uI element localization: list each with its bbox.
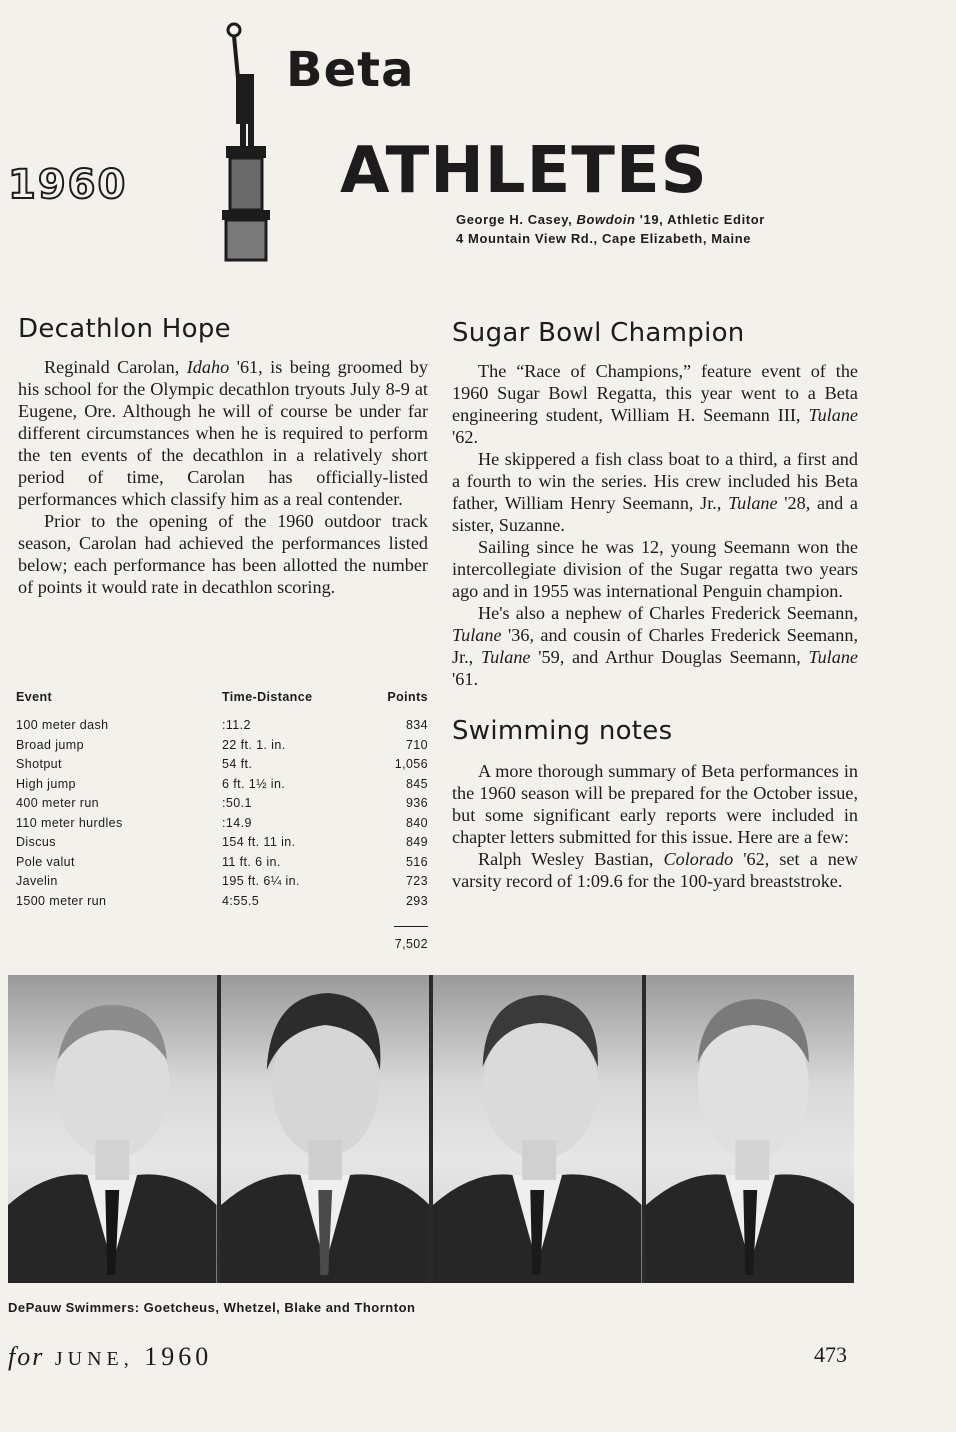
year-emblem: 1960 [8, 162, 128, 208]
table-header: Event Time-Distance Points [16, 690, 428, 704]
swimmer-photo [8, 975, 217, 1283]
sugar-bowl-paragraph-2: He skippered a fish class boat to a third, a first and a fourth to win the series. His crew included his Beta father, William Henry Seemann, Jr., Tulane '28, and a sister, Suzanne. [452, 449, 858, 535]
sugar-bowl-paragraph-4: He's also a nephew of Charles Frederick Seemann, Tulane '36, and cousin of Charles Frederick Seemann, Jr., Tulane '59, and Arthur Douglas Seemann, Tulane '61. [452, 603, 858, 689]
editor-credit: George H. Casey, Bowdoin '19, Athletic Editor 4 Mountain View Rd., Cape Elizabeth, Maine [456, 212, 765, 246]
trophy-icon [218, 18, 274, 263]
swimmer-photos [8, 975, 854, 1283]
swimming-paragraph-1: A more thorough summary of Beta performances in the 1960 season will be prepared for the October issue, but some significant early reports were included in chapter letters submitted for this issue. Here are a few: [452, 761, 858, 847]
right-column [452, 318, 858, 892]
total-divider [394, 926, 428, 927]
table-row: High jump 6 ft. 1½ in. 845 [16, 776, 428, 791]
decathlon-heading: Decathlon Hope [18, 314, 231, 344]
sugar-bowl-paragraph-1: The “Race of Champions,” feature event of the 1960 Sugar Bowl Regatta, this year went to a Beta engineering student, William H. Seemann III, Tulane '62. [452, 361, 858, 447]
table-row: Shotput 54 ft. 1,056 [16, 757, 428, 771]
title-athletes: ATHLETES [340, 134, 708, 208]
decathlon-table [16, 690, 428, 953]
table-row: 110 meter hurdles :14.9 840 [16, 815, 428, 830]
table-row: 1500 meter run 4:55.5 293 [16, 893, 428, 908]
swimming-heading: Swimming notes [452, 716, 673, 746]
table-row: 400 meter run :50.1 936 [16, 796, 428, 810]
decathlon-article [18, 314, 428, 598]
table-row: Pole valut 11 ft. 6 in. 516 [16, 854, 428, 869]
swimmer-photo [646, 975, 855, 1283]
table-row: Discus 154 ft. 11 in. 849 [16, 835, 428, 849]
table-row: 100 meter dash :11.2 834 [16, 718, 428, 732]
swimmer-photo [433, 975, 642, 1283]
table-row: Javelin 195 ft. 6¼ in. 723 [16, 874, 428, 888]
sugar-bowl-paragraph-3: Sailing since he was 12, young Seemann won the intercollegiate division of the Sugar regatta two years ago and in 1955 was international Penguin champion. [452, 537, 858, 601]
sugar-bowl-heading: Sugar Bowl Champion [452, 318, 745, 348]
photo-caption: DePauw Swimmers: Goetcheus, Whetzel, Blake and Thornton [8, 1300, 416, 1315]
decathlon-paragraph-1: Reginald Carolan, Idaho '61, is being groomed by his school for the Olympic decathlon tryouts July 8-9 at Eugene, Ore. Although he will of course be under far different circumstances when he is required to perform the ten events of the decathlon in a relatively short period of time, Carolan has officially-listed performances which classify him as a real contender. [18, 357, 428, 509]
issue-footer: for JUNE, 1960 [8, 1342, 213, 1371]
table-row: Broad jump 22 ft. 1. in. 710 [16, 737, 428, 752]
swimmer-photo [221, 975, 430, 1283]
swimming-paragraph-2: Ralph Wesley Bastian, Colorado '62, set a new varsity record of 1:09.6 for the 100-yard breaststroke. [452, 849, 859, 891]
total-points: 7,502 [394, 937, 428, 951]
title-beta: Beta [286, 42, 415, 98]
table-total-row [16, 923, 428, 953]
page-number: 473 [814, 1342, 847, 1367]
decathlon-paragraph-2: Prior to the opening of the 1960 outdoor track season, Carolan had achieved the performances listed below; each performance has been allotted the number of points it would rate in decathlon scoring. [18, 511, 428, 597]
